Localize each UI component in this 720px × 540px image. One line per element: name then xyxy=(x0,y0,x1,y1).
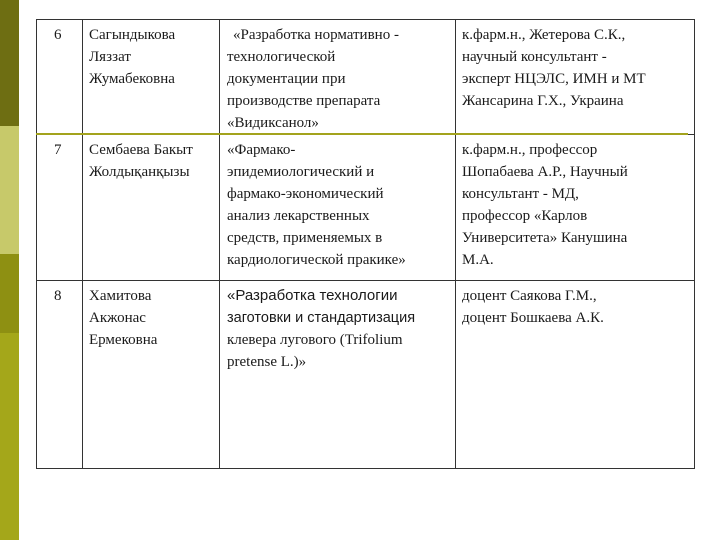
name-line: Сембаева Бакыт xyxy=(89,142,193,158)
topic-line: заготовки и стандартизация xyxy=(227,310,416,326)
topic-line: «Видиксанол» xyxy=(227,115,319,131)
student-name-cell xyxy=(83,20,220,135)
stripe-segment-olive xyxy=(0,333,19,540)
supervisor-line: к.фарм.н., профессор xyxy=(462,142,598,158)
row-accent-line xyxy=(36,133,688,135)
topic-line: документации при xyxy=(227,71,346,87)
student-name-cell xyxy=(83,135,220,281)
supervisor-cell xyxy=(456,135,695,281)
topic-line: «Фармако- xyxy=(227,142,296,158)
row-number-cell xyxy=(37,281,83,469)
topic-line: pretense L.)» xyxy=(227,354,307,370)
row-number: 7 xyxy=(54,142,62,158)
name-line: Акжонас xyxy=(89,310,146,326)
row-number-cell xyxy=(37,20,83,135)
supervisor-line: эксперт НЦЭЛС, ИМН и МТ xyxy=(462,71,646,87)
stripe-segment-mid xyxy=(0,254,19,333)
supervisor-line: к.фарм.н., Жетерова С.К., xyxy=(462,27,626,43)
name-line: Жолдықанқызы xyxy=(89,164,190,180)
supervisor-line: научный консультант - xyxy=(462,49,607,65)
supervisor-line: Шопабаева А.Р., Научный xyxy=(462,164,628,180)
stripe-segment-dark xyxy=(0,0,19,126)
supervisor-line: доцент Бошкаева А.К. xyxy=(462,310,604,326)
topic-line: фармако-экономический xyxy=(227,186,384,202)
name-line: Жумабековна xyxy=(89,71,175,87)
thesis-table xyxy=(36,19,695,469)
supervisor-line: профессор «Карлов xyxy=(462,208,588,224)
name-line: Ляззат xyxy=(89,49,131,65)
row-number-cell xyxy=(37,135,83,281)
name-line: Хамитова xyxy=(89,288,152,304)
supervisor-cell xyxy=(456,281,695,469)
stripe-segment-light xyxy=(0,126,19,254)
table-row xyxy=(37,281,695,469)
supervisor-cell xyxy=(456,20,695,135)
supervisor-line: Университета» Канушина xyxy=(462,230,628,246)
name-line: Сагындыкова xyxy=(89,27,176,43)
topic-cell xyxy=(220,20,456,135)
topic-cell xyxy=(220,281,456,469)
table-row xyxy=(37,135,695,281)
topic-line: технологической xyxy=(227,49,336,65)
topic-line: «Разработка нормативно - xyxy=(233,27,399,43)
topic-line: средств, применяемых в xyxy=(227,230,383,246)
supervisor-line: консультант - МД, xyxy=(462,186,579,202)
name-line: Ермековна xyxy=(89,332,158,348)
topic-line: производстве препарата xyxy=(227,93,381,109)
topic-line: эпидемиологический и xyxy=(227,164,375,180)
topic-cell xyxy=(220,135,456,281)
topic-line: кардиологической пракике» xyxy=(227,252,406,268)
topic-line: анализ лекарственных xyxy=(227,208,370,224)
table-row xyxy=(37,20,695,135)
left-decorative-stripe xyxy=(0,0,19,540)
topic-line: «Разработка технологии xyxy=(227,287,398,304)
supervisor-line: доцент Саякова Г.М., xyxy=(462,288,597,304)
topic-line: клевера лугового (Trifolium xyxy=(227,332,403,348)
student-name-cell xyxy=(83,281,220,469)
row-number: 6 xyxy=(54,27,62,43)
supervisor-line: М.А. xyxy=(462,252,494,268)
row-number: 8 xyxy=(54,288,62,304)
supervisor-line: Жансарина Г.Х., Украина xyxy=(462,93,624,109)
